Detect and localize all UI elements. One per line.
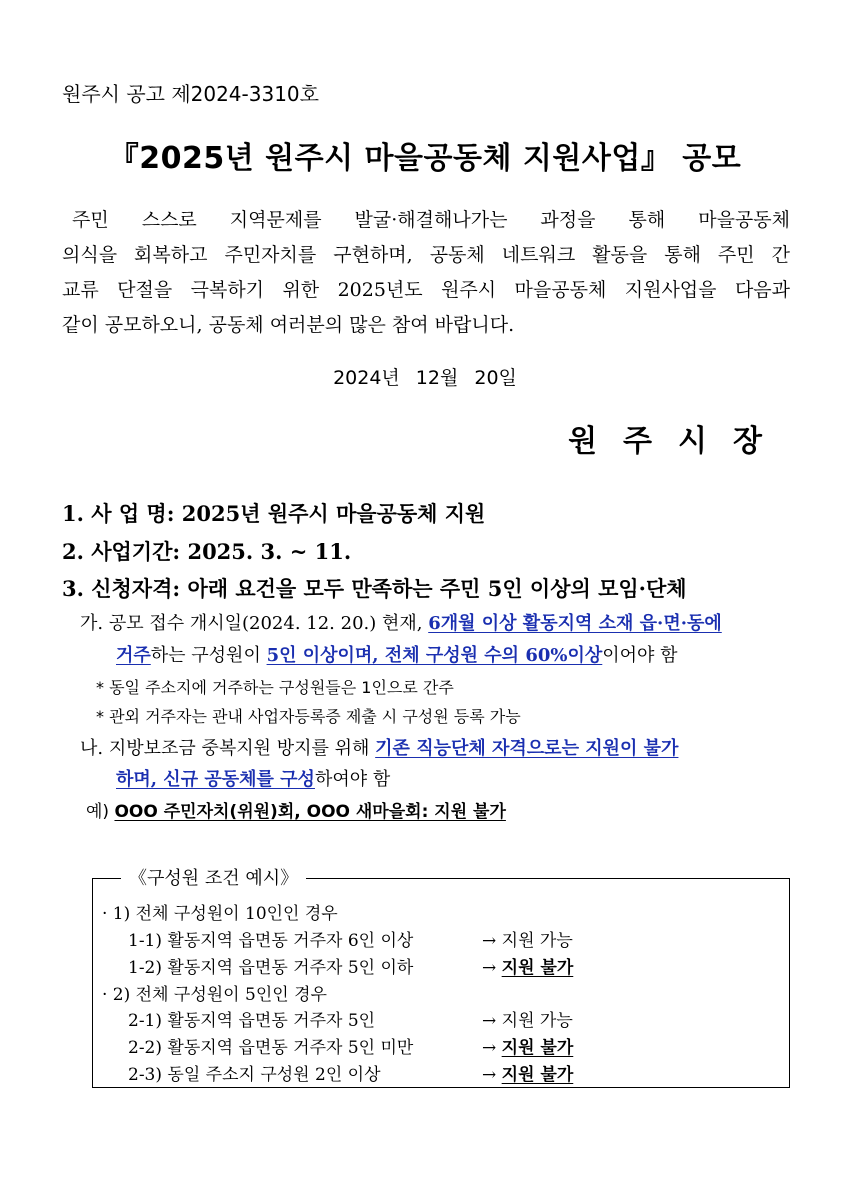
notice-date: 2024년 12월 20일 [333, 367, 517, 389]
section-label: 2. 사업기간: [62, 539, 181, 564]
box-result [482, 1033, 573, 1058]
notice-number: 원주시 공고 제2024-3310호 [62, 82, 319, 106]
section-period [62, 536, 351, 566]
item-ga-highlight-2: 5인 이상이며, 전체 구성원 수의 60%이상 [266, 645, 603, 666]
arrow-icon: → [482, 931, 502, 951]
page-title: 『2025년 원주시 마을공동체 지원사업』 공모 [108, 141, 742, 176]
intro-line: 같이 공모하오니, 공동체 여러분의 많은 참여 바랍니다. [62, 314, 515, 336]
box-result [482, 1006, 573, 1031]
item-ga-line1 [80, 609, 722, 635]
box-title: 《구성원 조건 예시》 [121, 864, 306, 890]
note-outside-resident: * 관외 거주자는 관내 사업자등록증 제출 시 구성원 등록 가능 [96, 707, 521, 726]
arrow-icon: → [482, 1011, 502, 1031]
intro-paragraph [62, 203, 790, 343]
section-eligibility [62, 573, 687, 603]
arrow-icon: → [482, 1038, 502, 1058]
note-same-address: * 동일 주소지에 거주하는 구성원들은 1인으로 간주 [96, 678, 454, 697]
result-text: 지원 가능 [501, 1011, 573, 1031]
box-case-line: 2-1) 활동지역 읍면동 거주자 5인 [128, 1011, 376, 1031]
result-text: 지원 가능 [501, 931, 573, 951]
section-text: 2025. 3. ~ 11. [180, 539, 352, 564]
item-na-line1 [80, 734, 678, 760]
item-na-highlight-1: 기존 직능단체 자격으로는 지원이 불가 [375, 738, 679, 759]
example-line [86, 797, 506, 822]
box-case-line: 1-2) 활동지역 읍면동 거주자 5인 이하 [128, 958, 414, 978]
intro-line: 의식을 회복하고 주민자치를 구현하며, 공동체 네트워크 활동을 통해 주민 간 [62, 244, 790, 266]
section-text: 2025년 원주시 마을공동체 지원 [174, 501, 486, 526]
section-label: 1. 사 업 명: [62, 501, 175, 526]
arrow-icon: → [482, 1065, 502, 1085]
section-label: 3. 신청자격: [62, 576, 181, 601]
result-text: 지원 불가 [501, 1038, 574, 1058]
example-prefix: 예) [86, 802, 115, 822]
item-ga-mid: 하는 구성원이 [150, 645, 267, 666]
box-result [482, 953, 573, 978]
item-na-line2 [116, 765, 390, 791]
arrow-icon: → [482, 958, 502, 978]
item-na-highlight-2: 하며, 신규 공동체를 구성 [116, 769, 315, 790]
box-case-line: 1-1) 활동지역 읍면동 거주자 6인 이상 [128, 931, 414, 951]
result-text: 지원 불가 [501, 958, 574, 978]
section-text: 아래 요건을 모두 만족하는 주민 5인 이상의 모임·단체 [180, 576, 687, 601]
item-na-prefix: 나. 지방보조금 중복지원 방지를 위해 [80, 738, 376, 759]
signer: 원주시장 [568, 424, 788, 459]
item-ga-highlight-1: 6개월 이상 활동지역 소재 읍·면·동에 [428, 613, 722, 634]
box-case-line: 2-3) 동일 주소지 구성원 2인 이상 [128, 1065, 381, 1085]
example-text: OOO 주민자치(위원)회, OOO 새마을회: 지원 불가 [114, 802, 506, 822]
item-ga-prefix: 가. 공모 접수 개시일(2024. 12. 20.) 현재, [80, 613, 429, 634]
box-result [482, 1060, 573, 1085]
box-case-heading: · 2) 전체 구성원이 5인인 경우 [102, 985, 327, 1005]
result-text: 지원 불가 [501, 1065, 574, 1085]
intro-line: 주민 스스로 지역문제를 발굴·해결해나가는 과정을 통해 마을공동체 [72, 209, 790, 231]
item-ga-end: 이어야 함 [602, 645, 678, 666]
section-project-name [62, 498, 485, 528]
item-na-end: 하여야 함 [314, 769, 391, 790]
item-ga-highlight-residence: 거주 [116, 645, 151, 666]
intro-line: 교류 단절을 극복하기 위한 2025년도 원주시 마을공동체 지원사업을 다음과 [62, 279, 790, 301]
item-ga-line2 [116, 641, 678, 667]
box-result [482, 926, 573, 951]
box-case-line: 2-2) 활동지역 읍면동 거주자 5인 미만 [128, 1038, 414, 1058]
box-case-heading: · 1) 전체 구성원이 10인인 경우 [102, 904, 338, 924]
